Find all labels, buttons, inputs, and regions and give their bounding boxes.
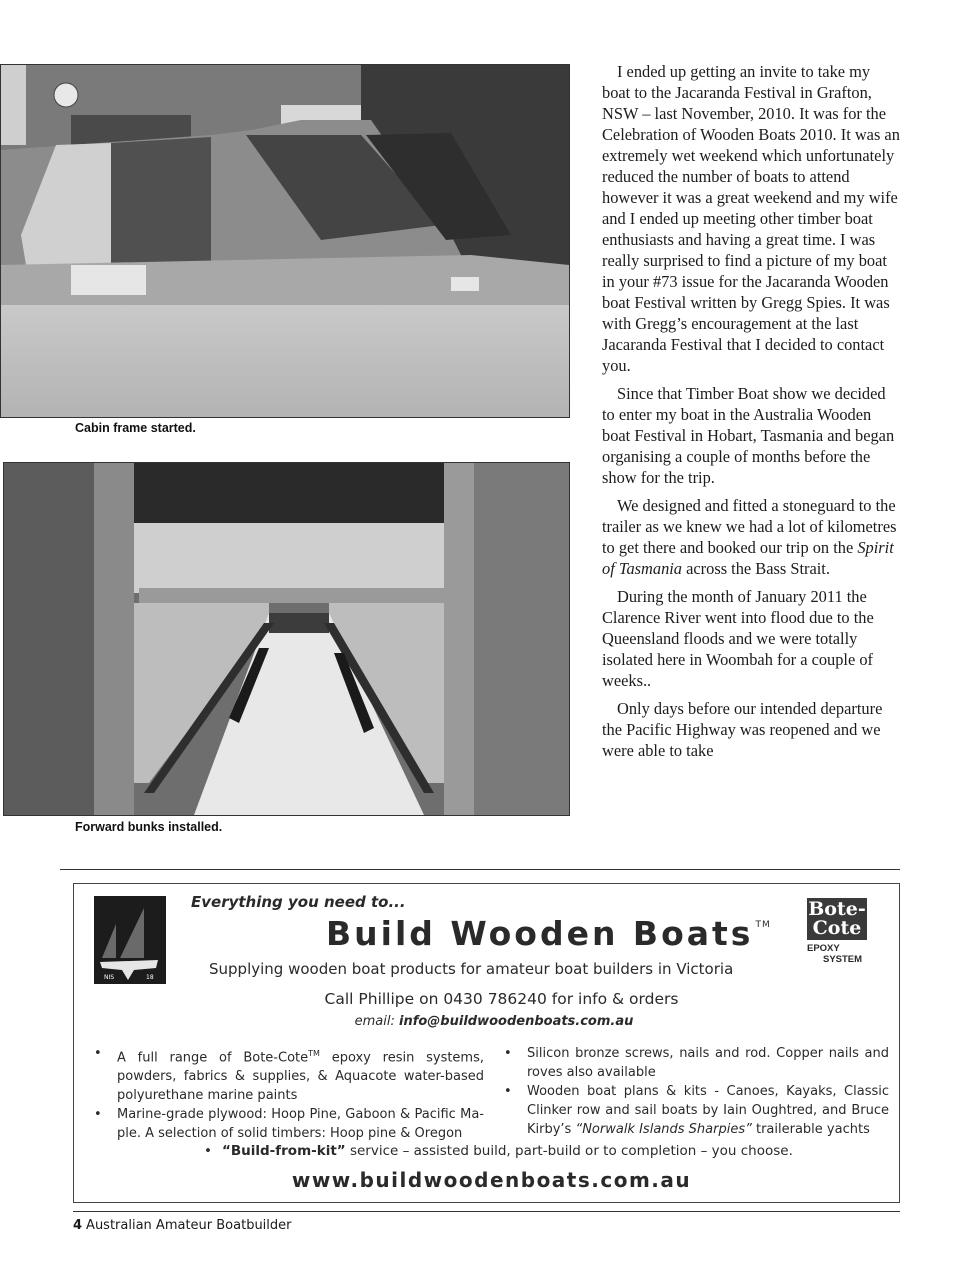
page-footer xyxy=(73,1218,292,1233)
text-run: trailerable yachts xyxy=(751,1122,870,1137)
bullet-icon: • xyxy=(204,1143,212,1159)
ad-title xyxy=(326,914,769,953)
article-paragraph xyxy=(602,495,902,579)
photo-caption: Cabin frame started. xyxy=(75,421,196,435)
divider xyxy=(60,869,900,870)
text-run: We designed and fitted a stoneguard to the trailer as we knew we had a lot of kilometres to get there and booked our trip on the xyxy=(602,496,897,557)
email-label: email: xyxy=(354,1014,399,1029)
ad-subtitle: Supplying wooden boat products for amateur boat builders in Victoria xyxy=(209,960,734,978)
bote-cote-subtitle xyxy=(807,943,862,965)
ad-email xyxy=(74,1014,899,1029)
advertisement xyxy=(73,883,900,1203)
kit-service xyxy=(204,1143,793,1159)
cabin-frame-image xyxy=(1,65,569,417)
svg-text:NIS: NIS xyxy=(104,974,115,981)
email-link[interactable]: info@buildwoodenboats.com.au xyxy=(399,1014,634,1029)
photo-forward-bunks xyxy=(3,462,570,816)
ad-phone: Call Phillipe on 0430 786240 for info & orders xyxy=(324,990,679,1008)
logo-sub: EPOXY xyxy=(807,943,840,954)
ad-tagline: Everything you need to... xyxy=(191,893,406,911)
list-item xyxy=(504,1082,889,1139)
list-item: • Marine-grade plywood: Hoop Pine, Gaboon & Pacific Ma-ple. A selection of solid timbers: Hoop pine & Oregon xyxy=(94,1105,484,1143)
text-run: service – assisted build, part-build or to completion – you choose. xyxy=(345,1143,793,1159)
forward-bunks-image xyxy=(4,463,569,815)
product-list-right xyxy=(504,1044,889,1139)
publication-name: Australian Amateur Boatbuilder xyxy=(86,1218,292,1233)
article-paragraph: I ended up getting an invite to take my boat to the Jacaranda Festival in Grafton, NSW – last November, 2010. It was for the Celebration of Wooden Boats 2010. It was an extremely wet weekend which unfortunately reduced the number of boats to attend however it was a great weekend and my wife and I ended up meeting other timber boat enthusiasts and having a great time. I was really surprised to find a picture of my boat in your #73 issue for the Jacaranda Wooden boat Festival written by Gregg Spies. It was with Gregg’s encouragement at the last Jacaranda Festival that I decided to contact you. xyxy=(602,62,900,375)
svg-text:18: 18 xyxy=(146,974,154,981)
photo-cabin-frame xyxy=(0,64,570,418)
article-paragraph: Only days before our intended departure the Pacific Highway was reopened and we were able to take xyxy=(602,699,883,760)
product-list-left xyxy=(94,1044,484,1143)
text-run: across the Bass Strait. xyxy=(682,559,830,578)
list-item: • Silicon bronze screws, nails and rod. Copper nails and roves also available xyxy=(504,1044,889,1082)
photo-caption: Forward bunks installed. xyxy=(75,820,223,834)
logo-sub: SYSTEM xyxy=(823,954,863,965)
bote-cote-logo xyxy=(807,898,867,940)
ad-title-text: Build Wooden Boats xyxy=(326,914,754,953)
website-link[interactable]: www.buildwoodenboats.com.au xyxy=(291,1168,692,1192)
text-run: Wooden boat plans & kits - Canoes, Kayaks, Classic Clinker row and sail boats by Iain Oughtred, and Bruce Kirby’s xyxy=(527,1084,889,1137)
product-name: “Norwalk Islands Sharpies” xyxy=(575,1122,752,1137)
trademark: TM xyxy=(755,920,771,930)
trademark: TM xyxy=(308,1049,320,1058)
ship-name: Spirit of Tasmania xyxy=(602,538,894,578)
article-paragraph: During the month of January 2011 the Clarence River went into flood due to the Queensland floods and we were totally isolated here in Woombah for a couple of weeks.. xyxy=(602,587,874,690)
logo-line: Bote- xyxy=(808,898,866,920)
page-number: 4 xyxy=(73,1218,83,1233)
list-item xyxy=(94,1044,484,1105)
text-run: A full range of Bote-Cote xyxy=(117,1050,309,1066)
logo-line: Cote xyxy=(812,917,862,939)
sailboat-logo-icon xyxy=(94,896,166,984)
kit-service-title: “Build-from-kit” xyxy=(221,1143,346,1159)
text-run: epoxy resin systems, powders, fabrics & supplies, & Aquacote water-based polyurethane marine paints xyxy=(117,1050,485,1104)
article-paragraph: Since that Timber Boat show we decided to enter my boat in the Australia Wooden boat Festival in Hobart, Tasmania and began organising a couple of months before the show for the trip. xyxy=(602,384,895,487)
article-body xyxy=(602,61,902,768)
divider xyxy=(73,1211,900,1212)
